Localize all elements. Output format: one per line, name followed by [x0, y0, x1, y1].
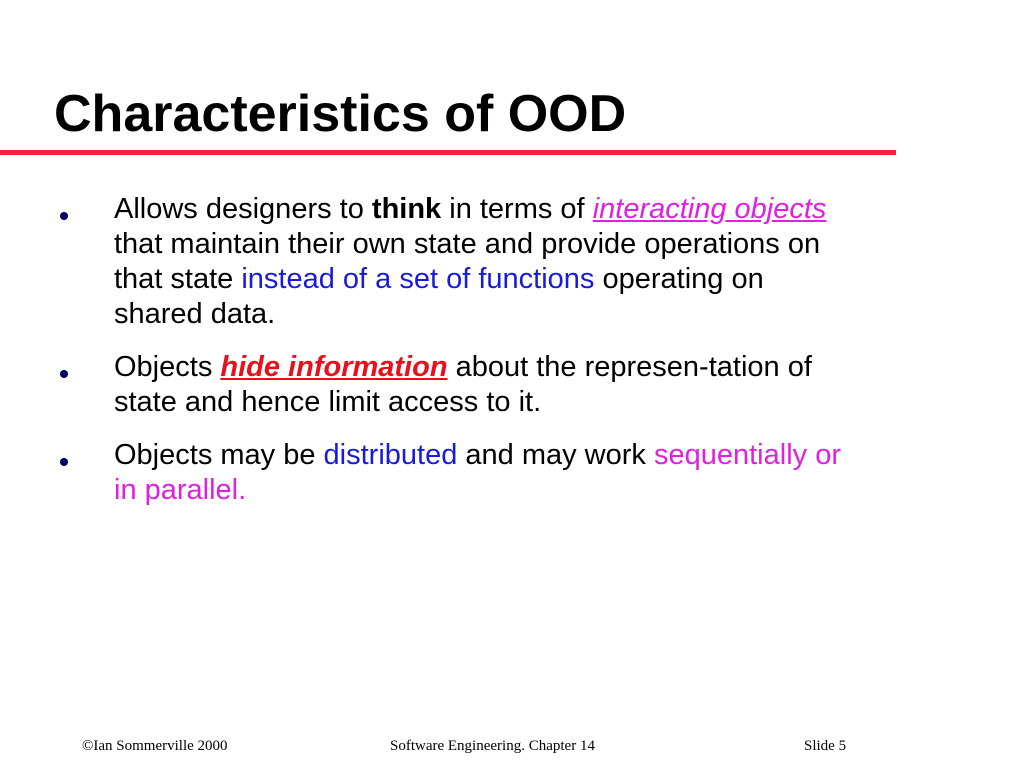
emphasis-think: think — [371, 193, 442, 225]
emphasis-distributed: distributed — [323, 439, 458, 471]
footer-slide-number: Slide 5 — [804, 738, 847, 754]
footer-copyright: ©Ian Sommerville 2000 — [82, 738, 228, 754]
bullet-dot-icon — [60, 212, 68, 220]
bullet-item — [60, 350, 860, 420]
bullet-text-segment: that maintain their own state and provide operations on that state — [114, 228, 821, 295]
emphasis-sequential-parallel: sequentially or in parallel. — [114, 439, 841, 506]
bullet-item — [60, 438, 860, 508]
emphasis-interacting-objects: interacting objects — [592, 193, 827, 225]
bullet-text-segment: operating on shared data. — [114, 263, 764, 330]
bullet-text-segment: Objects may be — [114, 439, 324, 471]
bullet-item — [60, 192, 860, 332]
bullet-text-segment: about the represen-tation of state and hence limit access to it. — [114, 351, 812, 418]
bullet-dot-icon — [60, 458, 68, 466]
emphasis-hide-information: hide information — [220, 351, 448, 383]
bullet-list — [60, 192, 860, 526]
bullet-text-segment: Objects — [114, 351, 221, 383]
footer-course: Software Engineering. Chapter 14 — [390, 738, 595, 754]
title-underline — [0, 150, 896, 155]
emphasis-instead-of-functions: instead of a set of functions — [241, 263, 595, 295]
slide-title: Characteristics of OOD — [54, 85, 627, 143]
bullet-text-segment: in terms of — [441, 193, 593, 225]
bullet-text-segment: Allows designers to — [114, 193, 372, 225]
bullet-text-segment: and may work — [457, 439, 654, 471]
bullet-dot-icon — [60, 370, 68, 378]
